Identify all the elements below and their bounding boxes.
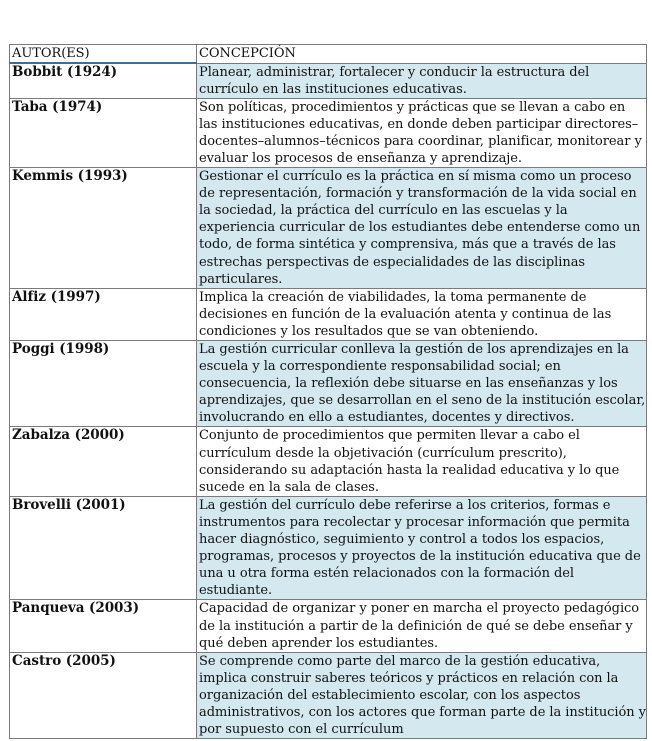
row-author: Poggi (1998) (10, 341, 197, 427)
table-row (10, 98, 647, 167)
row-concept: Planear, administrar, fortalecer y conducir la estructura del currículo en las instituciones educativas. (197, 63, 647, 98)
row-author: Brovelli (2001) (10, 496, 197, 600)
table-row (10, 63, 647, 98)
table-row (10, 600, 647, 652)
row-concept: Gestionar el currículo es la práctica en sí misma como un proceso de representación, formación y transformación de la vida social en la sociedad, la práctica del currículo en las escuelas y la experiencia curricular de los estudiantes debe entenderse como un todo, de forma sintética y comprensiva, más que a través de las estrechas perspectivas de especialidades de las disciplinas particulares. (197, 168, 647, 289)
row-author: Kemmis (1993) (10, 168, 197, 289)
table-row (10, 427, 647, 496)
row-author: Bobbit (1924) (10, 63, 197, 98)
row-concept: Son políticas, procedimientos y prácticas que se llevan a cabo en las instituciones educativas, en donde deben participar directores–docentes–alumnos–técnicos para coordinar, planificar, monitorear y evaluar los procesos de enseñanza y aprendizaje. (197, 98, 647, 167)
table-row (10, 496, 647, 600)
row-author: Panqueva (2003) (10, 600, 197, 652)
row-author: Taba (1974) (10, 98, 197, 167)
row-author: Alfiz (1997) (10, 288, 197, 340)
header-author: AUTOR(ES) (10, 45, 197, 64)
table-row (10, 168, 647, 289)
row-concept: La gestión curricular conlleva la gestión de los aprendizajes en la escuela y la correspondiente responsabilidad social; en consecuencia, la reflexión debe situarse en las enseñanzas y los aprendizajes, que se desarrollan en el seno de la institución escolar, involucrando en ello a estudiantes, docentes y directivos. (197, 341, 647, 427)
row-concept: Conjunto de procedimientos que permiten llevar a cabo el currículum desde la objetivación (currículum prescrito), considerando su adaptación hasta la realidad educativa y lo que sucede en la sala de clases. (197, 427, 647, 496)
header-concept: CONCEPCIÓN (197, 45, 647, 64)
row-concept: Se comprende como parte del marco de la gestión educativa, implica construir saberes teóricos y prácticos en relación con la organización del establecimiento escolar, con los aspectos administrativos, con los actores que forman parte de la institución y por supuesto con el currículum (197, 652, 647, 738)
table-row (10, 652, 647, 738)
table-row (10, 288, 647, 340)
row-author: Castro (2005) (10, 652, 197, 738)
curriculum-concepts-table (9, 44, 647, 739)
table-row (10, 341, 647, 427)
row-concept: Capacidad de organizar y poner en marcha el proyecto pedagógico de la institución a partir de la definición de qué se debe enseñar y qué deben aprender los estudiantes. (197, 600, 647, 652)
row-concept: La gestión del currículo debe referirse a los criterios, formas e instrumentos para recolectar y procesar información que permita hacer diagnóstico, seguimiento y control a todos los espacios, programas, procesos y proyectos de la institución educativa que de una u otra forma estén relacionados con la formación del estudiante. (197, 496, 647, 600)
table-header-row (10, 45, 647, 64)
row-concept: Implica la creación de viabilidades, la toma permanente de decisiones en función de la evaluación atenta y continua de las condiciones y los resultados que se van obteniendo. (197, 288, 647, 340)
row-author: Zabalza (2000) (10, 427, 197, 496)
